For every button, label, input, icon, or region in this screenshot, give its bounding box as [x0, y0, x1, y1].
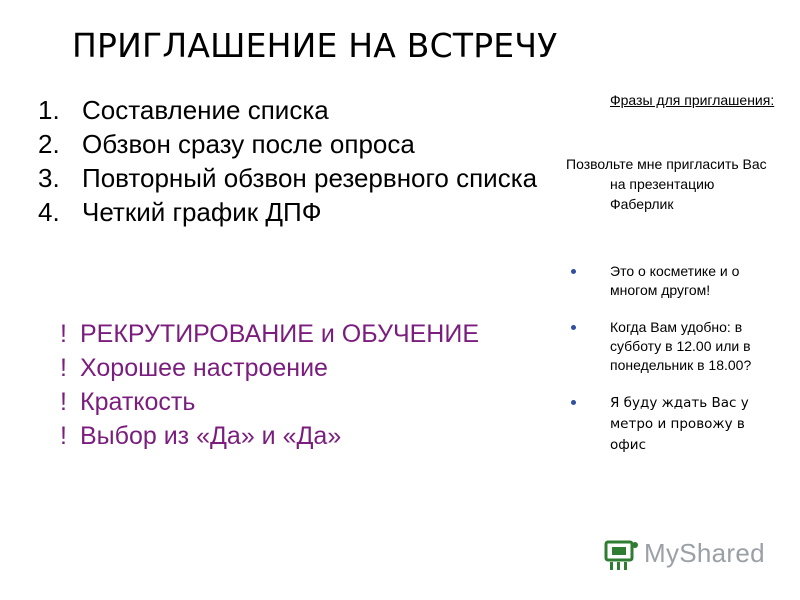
- myshared-logo-icon: [604, 536, 640, 572]
- list-item: [38, 129, 538, 159]
- list-item: [38, 95, 538, 125]
- tip-item: [60, 388, 480, 417]
- bullet-icon: [571, 269, 576, 274]
- phrase-text: Когда Вам удобно: в субботу в 12.00 или в понедельник в 18.00?: [610, 319, 752, 373]
- exclamation-mark: !: [60, 354, 67, 382]
- tips-list: [60, 320, 480, 456]
- list-number: 1.: [38, 95, 60, 125]
- phrase-item: [566, 393, 780, 456]
- phrase-text: Я буду ждать Вас у метро и провожу в офис: [610, 395, 749, 453]
- phrase-item: [566, 262, 780, 300]
- tip-item: [60, 320, 480, 349]
- watermark-text: MyShared: [644, 538, 765, 568]
- list-item-text: Составление списка: [82, 95, 329, 125]
- phrase-item: [566, 318, 780, 375]
- list-number: 3.: [38, 163, 60, 193]
- phrase-intro: Позвольте мне пригласить Вас на презентацию Фаберлик: [566, 156, 767, 212]
- list-number: 4.: [38, 197, 60, 227]
- tip-text: Хорошее настроение: [80, 354, 328, 382]
- tip-text: Краткость: [80, 388, 196, 416]
- tip-item: [60, 354, 480, 383]
- phrase-text: Это о косметике и о многом другом!: [610, 263, 740, 298]
- bullet-icon: [571, 325, 576, 330]
- list-number: 2.: [38, 129, 60, 159]
- exclamation-mark: !: [60, 320, 67, 348]
- tip-text: РЕКРУТИРОВАНИЕ и ОБУЧЕНИЕ: [80, 320, 479, 348]
- list-item: [38, 163, 538, 193]
- tip-text: Выбор из «Да» и «Да»: [80, 422, 342, 450]
- phrases-heading: Фразы для приглашения:: [610, 92, 775, 108]
- bullet-icon: [571, 400, 576, 405]
- slide-title: ПРИГЛАШЕНИЕ НА ВСТРЕЧУ: [72, 26, 558, 65]
- list-item-text: Повторный обзвон резервного списка: [82, 163, 538, 193]
- watermark-logo: [604, 536, 774, 572]
- phrases-list: [566, 262, 780, 474]
- exclamation-mark: !: [60, 422, 67, 450]
- list-item-text: Обзвон сразу после опроса: [82, 129, 415, 159]
- tip-item: [60, 422, 480, 451]
- exclamation-mark: !: [60, 388, 67, 416]
- list-item-text: Четкий график ДПФ: [82, 197, 322, 227]
- list-item: [38, 197, 538, 227]
- steps-list: [38, 95, 538, 231]
